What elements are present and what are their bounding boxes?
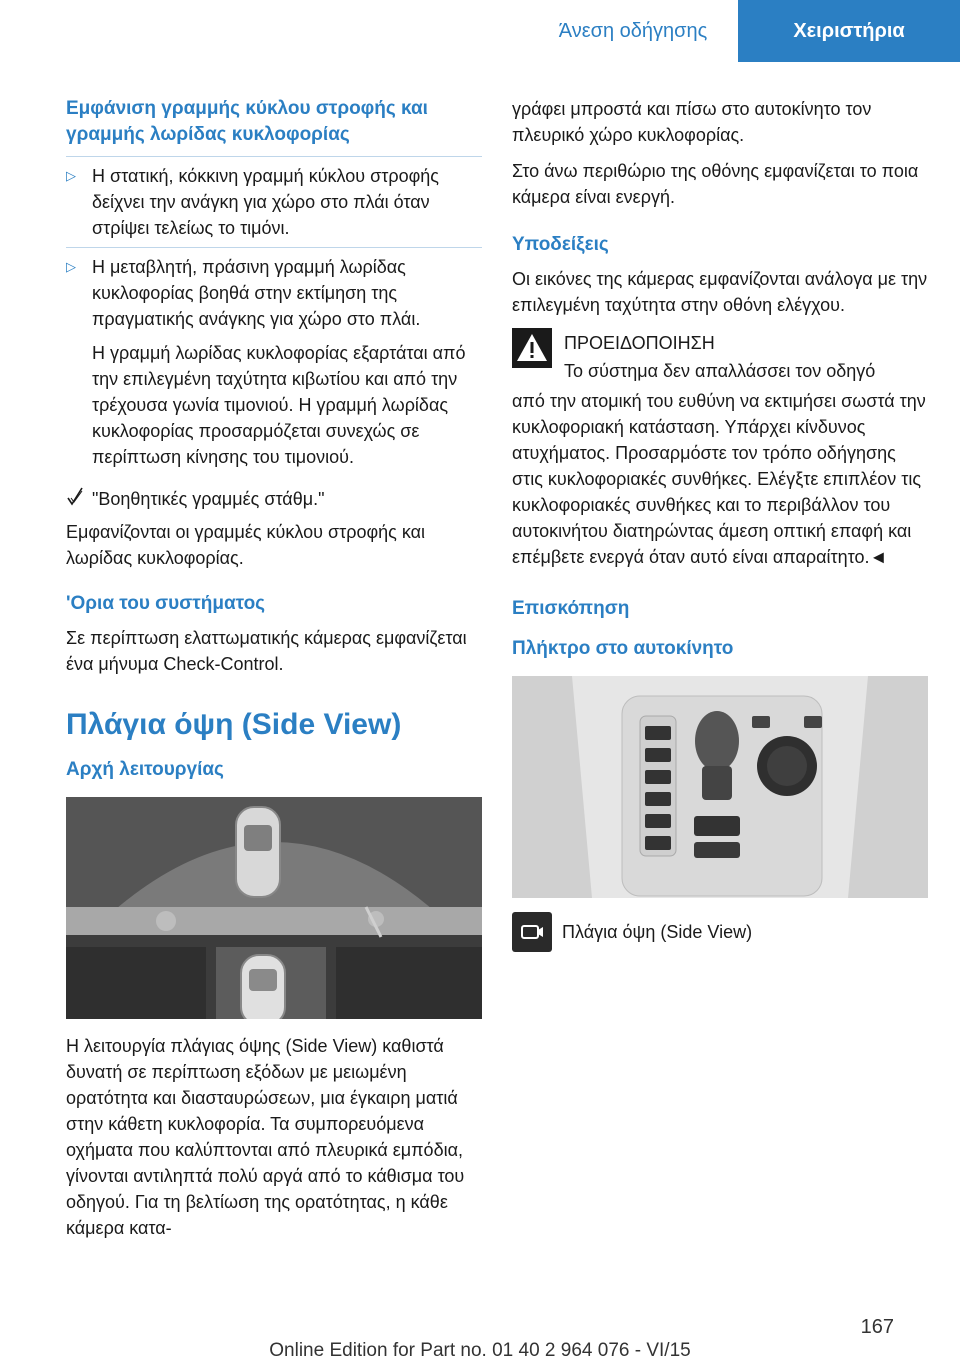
side-view-button-label: Πλάγια όψη (Side View) [562, 922, 753, 942]
warning-title: ΠΡΟΕΙΔΟΠΟΙΗΣΗ [564, 333, 715, 353]
left-column [66, 96, 482, 1251]
tab-controls[interactable]: Χειριστήρια [738, 0, 960, 62]
heading-button-in-car: Πλήκτρο στο αυτοκίνητο [512, 638, 734, 659]
list-item [66, 157, 482, 248]
hints-text: Οι εικόνες της κάμερας εμφανίζονται ανάλογα με την επιλεγμένη ταχύτητα στην οθόνη ελέγχου. [512, 269, 928, 315]
menu-path [66, 486, 482, 513]
list-item [66, 248, 482, 476]
triangle-bullet-icon: ▷ [66, 259, 76, 274]
heading-overview: Επισκόπηση [512, 598, 630, 619]
principle-text: Η λειτουργία πλάγιας όψης (Side View) καθιστά δυνατή σε περίπτωση εξόδων με μειωμένη ορατότητα και διασταυρώσεων, μια έγκαιρη ματιά στην κάθετη κυκλοφορία. Τα συμπορευόμενα οχήματα που καλύπτονται από πλευρικά εμπόδια, γίνονται αντιληπτά πολύ αργά από το κάθισμα του οδηγού. Για τη βελτίωση της ορατότητας, η κάθε κάμερα κατα- [66, 1036, 465, 1238]
limits-text: Σε περίπτωση ελαττωματικής κάμερας εμφανίζεται ένα μήνυμα Check-Control. [66, 628, 467, 674]
menu-description: Εμφανίζονται οι γραμμές κύκλου στροφής και λωρίδας κυκλοφορίας. [66, 522, 425, 568]
center-console-illustration [512, 676, 928, 898]
section-title: Πλάγια όψη (Side View) [66, 708, 402, 741]
bullet-text: Η μεταβλητή, πράσινη γραμμή λωρίδας κυκλοφορίας βοηθά στην εκτίμηση της πραγματικής ανάγκης για χώρο στο πλάι. [92, 257, 421, 329]
continuation-text: γράφει μπροστά και πίσω στο αυτοκίνητο τον πλευρικό χώρο κυκλοφορίας. [512, 99, 872, 145]
menu-item-label: "Βοηθητικές γραμμές στάθμ." [92, 489, 325, 509]
bullet-text: Η στατική, κόκκινη γραμμή κύκλου στροφής δείχνει την ανάγκη για χώρο στο πλάι όταν στρίψει τελείως το τιμόνι. [92, 166, 439, 238]
bullet-extra-text: Η γραμμή λωρίδας κυκλοφορίας εξαρτάται από την επιλεγμένη ταχύτητα κιβωτίου και από την τρέχουσα γωνία τιμονιού. Η γραμμή λωρίδας κυκλοφορίας προσαρμόζεται συνεχώς σε περίπτωση κίνησης του τιμονιού. [92, 343, 466, 467]
edition-footer: Online Edition for Part no. 01 40 2 964 076 - VI/15 [269, 1340, 691, 1361]
heading-system-limits: 'Ορια του συστήματος [66, 593, 266, 614]
bullet-list [66, 156, 482, 476]
warning-first-line: Το σύστημα δεν απαλλάσσει τον οδηγό [564, 361, 876, 381]
side-view-camera-icon [512, 912, 552, 952]
display-text: Στο άνω περιθώριο της οθόνης εμφανίζεται το ποια κάμερα είναι ενεργή. [512, 161, 919, 207]
header-tabs [528, 0, 960, 62]
warning-triangle-icon [512, 328, 552, 368]
page-number: 167 [860, 1316, 894, 1338]
side-view-illustration [66, 797, 482, 1019]
checkmark-icon [66, 486, 92, 513]
heading-turning-circle-lines: Εμφάνιση γραμμής κύκλου στροφής και γραμμής λωρίδας κυκλοφορίας [66, 98, 428, 145]
heading-hints: Υποδείξεις [512, 234, 609, 255]
warning-text: από την ατομική του ευθύνη να εκτιμήσει σωστά την κυκλοφοριακή κατάσταση. Υπάρχει κίνδυνος ατυχήματος. Προσαρμόστε τον τρόπο οδήγησης στις κυκλοφοριακές συνθήκες. Ελέγξτε επιπλέον τις κυκλοφοριακές συνθήκες και το περιβάλλον του αυτοκινήτου διατηρώντας άμεση οπτική επαφή και επέμβετε ενεργά όταν αυτό είναι απαραίτητο.◄ [512, 391, 926, 567]
tab-driving-comfort[interactable]: Άνεση οδήγησης [528, 0, 738, 62]
right-column [512, 96, 928, 952]
heading-principle: Αρχή λειτουργίας [66, 759, 224, 780]
warning-block [512, 328, 928, 384]
triangle-bullet-icon: ▷ [66, 168, 76, 183]
side-view-button-row [512, 912, 928, 952]
